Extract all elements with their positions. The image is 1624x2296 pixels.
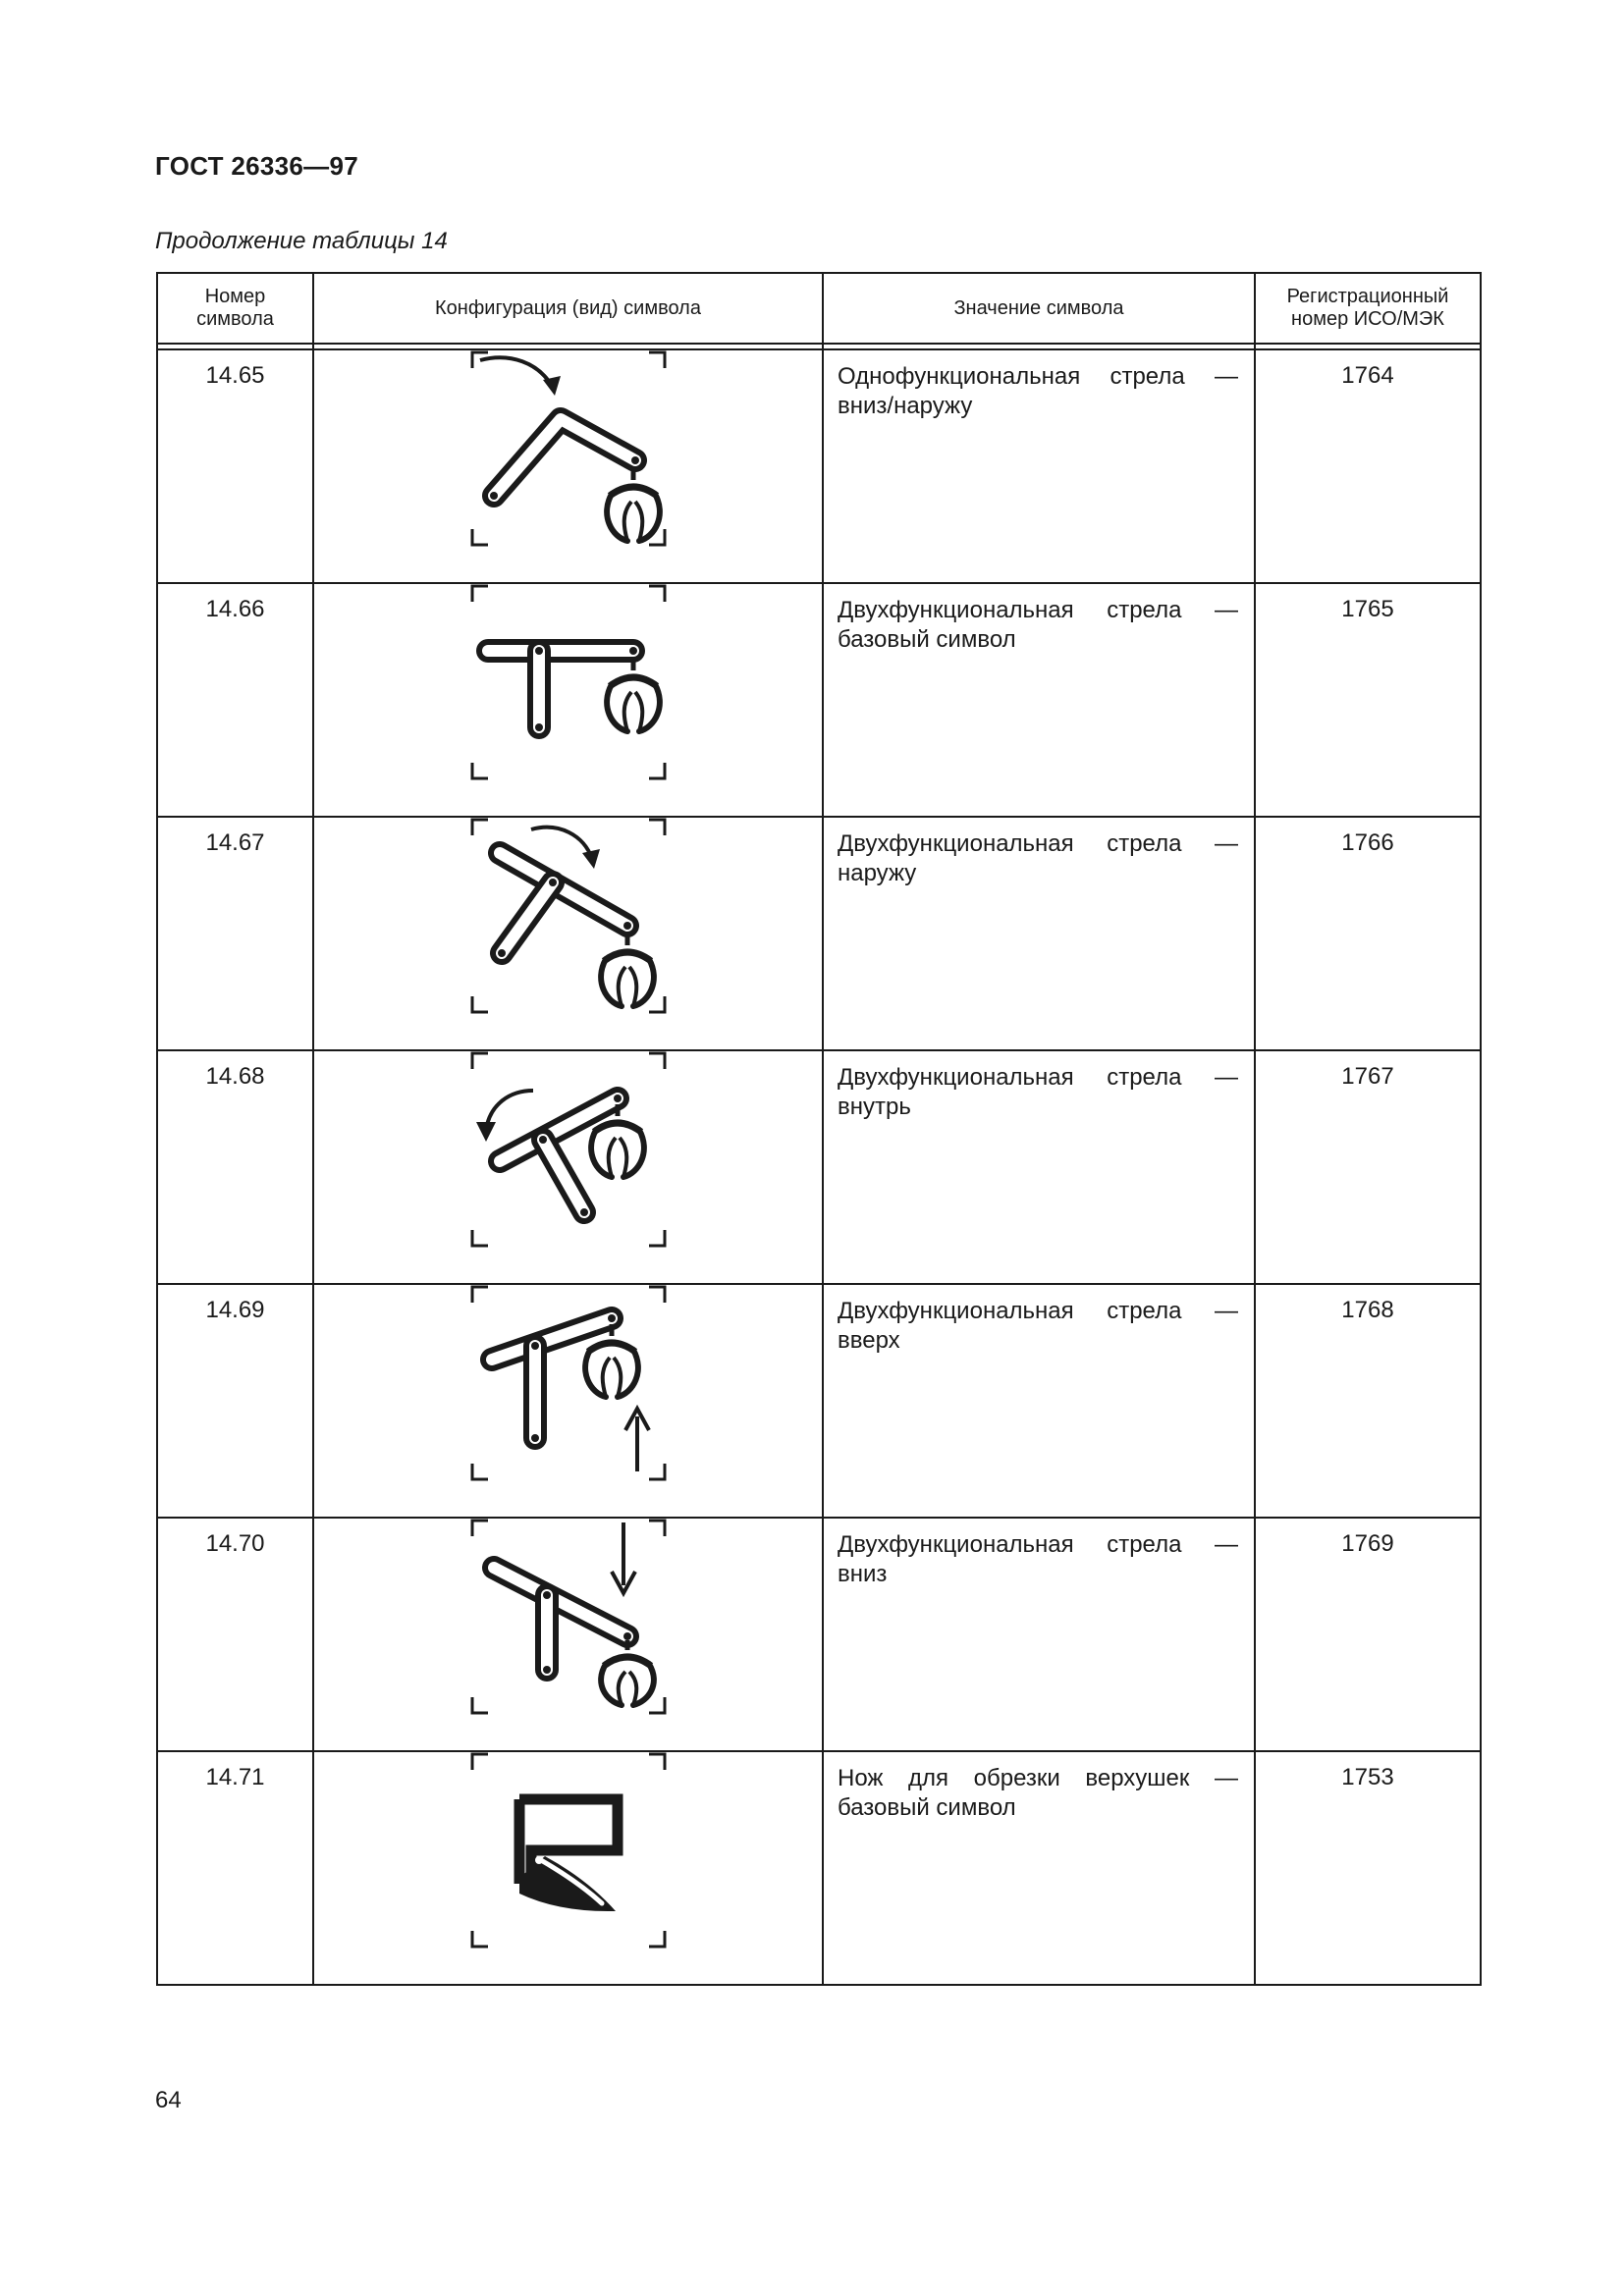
symbol-number: 14.70 — [157, 1518, 313, 1751]
registration-number: 1764 — [1255, 349, 1481, 583]
symbols-table — [156, 272, 1482, 1986]
symbol-meaning: Нож для обрезки верхушек — базовый символ — [823, 1751, 1255, 1985]
topping-knife-base-icon — [470, 1752, 667, 1949]
symbol-configuration — [313, 349, 823, 583]
symbol-meaning: Двухфункциональная стрела — базовый символ — [823, 583, 1255, 817]
symbol-meaning: Двухфункциональная стрела — наружу — [823, 817, 1255, 1050]
table-row — [157, 817, 1481, 1050]
symbol-configuration — [313, 1050, 823, 1284]
symbol-number: 14.68 — [157, 1050, 313, 1284]
table-row — [157, 1284, 1481, 1518]
dual-function-boom-out-icon — [470, 818, 667, 1014]
header-number: Номер символа — [157, 273, 313, 344]
symbol-meaning: Двухфункциональная стрела — внутрь — [823, 1050, 1255, 1284]
header-meaning: Значение символа — [823, 273, 1255, 344]
symbol-meaning: Двухфункциональная стрела — вверх — [823, 1284, 1255, 1518]
header-configuration: Конфигурация (вид) символа — [313, 273, 823, 344]
table-row — [157, 583, 1481, 817]
symbol-number: 14.65 — [157, 349, 313, 583]
table-row — [157, 1050, 1481, 1284]
table-row — [157, 1518, 1481, 1751]
document-title: ГОСТ 26336—97 — [155, 151, 358, 181]
dual-function-boom-up-icon — [470, 1285, 667, 1481]
symbol-number: 14.71 — [157, 1751, 313, 1985]
symbol-number: 14.66 — [157, 583, 313, 817]
dual-function-boom-down-icon — [470, 1519, 667, 1715]
symbol-number: 14.67 — [157, 817, 313, 1050]
symbol-configuration — [313, 583, 823, 817]
dual-function-boom-base-icon — [470, 584, 667, 780]
registration-number: 1769 — [1255, 1518, 1481, 1751]
header-registration: Регистрационный номер ИСО/МЭК — [1255, 273, 1481, 344]
registration-number: 1765 — [1255, 583, 1481, 817]
table-continuation-caption: Продолжение таблицы 14 — [155, 228, 448, 254]
registration-number: 1768 — [1255, 1284, 1481, 1518]
page-number: 64 — [155, 2087, 182, 2113]
symbol-meaning: Однофункциональная стрела — вниз/наружу — [823, 349, 1255, 583]
table-header-row — [157, 273, 1481, 344]
symbol-number: 14.69 — [157, 1284, 313, 1518]
symbol-configuration — [313, 1284, 823, 1518]
dual-function-boom-in-icon — [470, 1051, 667, 1248]
registration-number: 1766 — [1255, 817, 1481, 1050]
registration-number: 1753 — [1255, 1751, 1481, 1985]
table-row — [157, 1751, 1481, 1985]
symbol-configuration — [313, 817, 823, 1050]
table-row — [157, 349, 1481, 583]
symbol-configuration — [313, 1518, 823, 1751]
registration-number: 1767 — [1255, 1050, 1481, 1284]
single-function-boom-down-out-icon — [470, 350, 667, 547]
symbol-configuration — [313, 1751, 823, 1985]
symbol-meaning: Двухфункциональная стрела — вниз — [823, 1518, 1255, 1751]
